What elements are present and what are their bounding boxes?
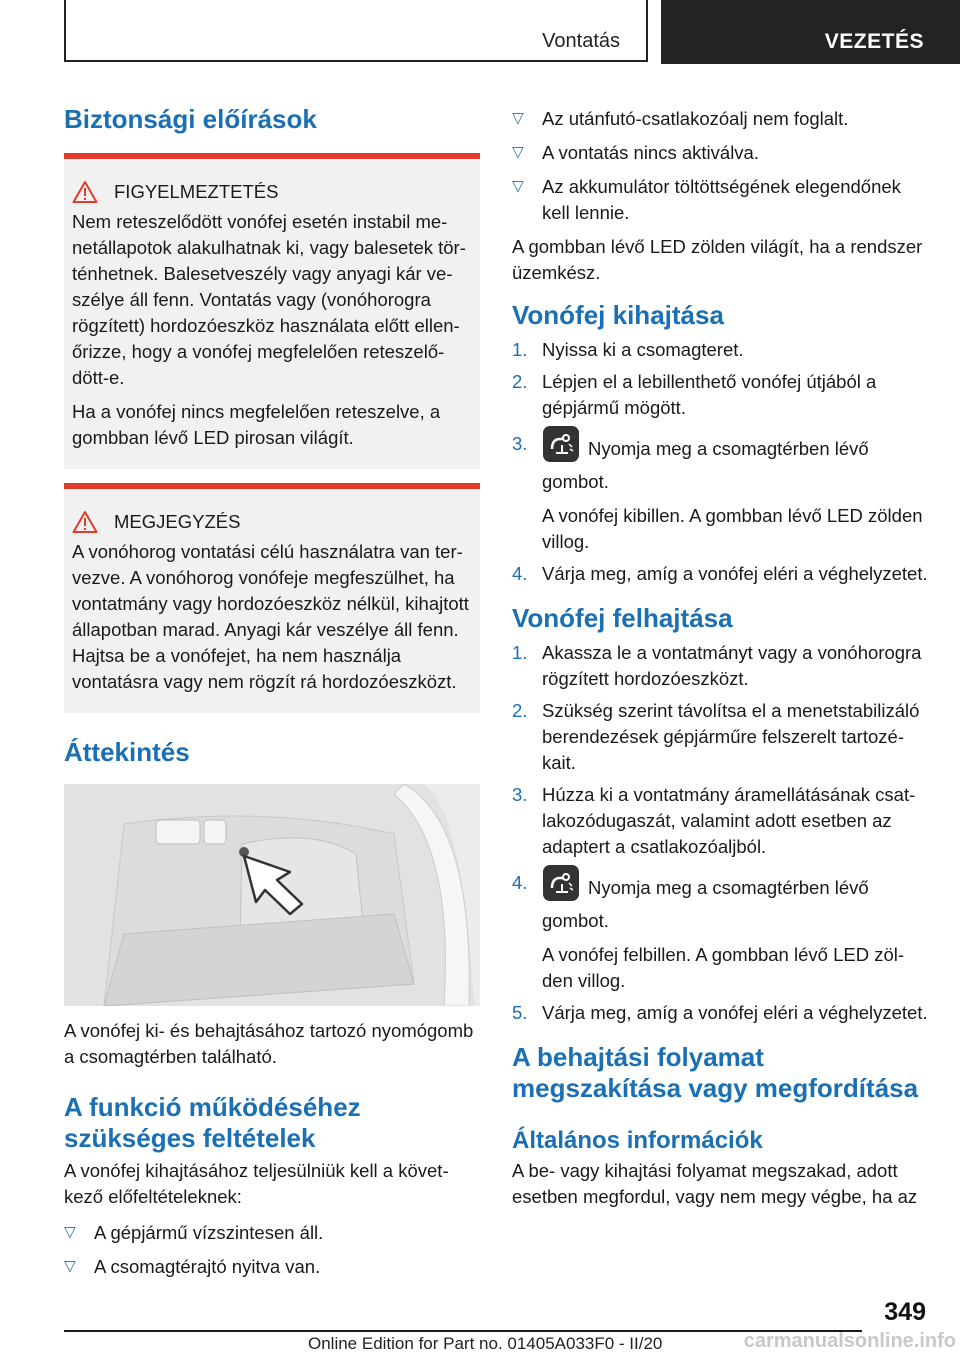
section-title: Vontatás (542, 30, 620, 52)
trunk-button-illustration (64, 784, 480, 1006)
overview-caption: A vonófej ki- és behajtásához tartozó nyomógomb a csomagtérben található. (64, 1020, 474, 1067)
list-item: ▷ A gépjármű vízszintesen áll. (64, 1220, 480, 1246)
extend-heading: Vonófej kihajtása (512, 300, 724, 330)
chapter-title: VEZETÉS (824, 30, 924, 53)
right-column (512, 106, 928, 1210)
note-box (64, 483, 480, 713)
page-header (64, 0, 960, 64)
step-item: 2. Szükség szerint távolítsa el a menetstabilizáló berendezések gépjárműre felszerelt tartozékait. (512, 700, 920, 773)
list-item: ▷ A csomagtérajtó nyitva van. (64, 1254, 480, 1280)
left-column (64, 96, 480, 1288)
requirements-list-right (512, 106, 928, 226)
tow-hitch-button-icon (542, 864, 580, 902)
step-item: 5. Várja meg, amíg a vonófej eléri a véghelyzetet. (512, 1002, 928, 1023)
watermark: carmanualsonline.info (743, 1330, 956, 1352)
step-result: A vonófej kibillen. A gombban lévő LED zölden villog. (542, 505, 923, 552)
retract-steps (512, 640, 928, 1026)
step-item: 3. Húzza ki a vontatmány áramellátásának csatlakozódugaszát, valamint adott esetben az adaptert a csatlakozóaljból. (512, 784, 916, 857)
list-item: ▷ A vontatás nincs aktiválva. (512, 140, 928, 166)
general-heading: Általános információk (512, 1127, 763, 1154)
warning-text-1: Nem reteszelődött vonófej esetén instabil menetállapotok alakulhatnak ki, vagy balesetek történhetnek. Balesetveszély vagy anyagi kár veszélye áll fenn. Vontatás vagy (vonóhorogra rögzített) hordozóeszköz használata előtt ellenőrizze, hogy a vonófej megfelelően reteszelődött-e. (72, 211, 466, 388)
edition-text: Online Edition for Part no. 01405A033F0 - II/20 (308, 1334, 663, 1353)
general-text: A be- vagy kihajtási folyamat megszakad, adott esetben megfordul, vagy nem megy végbe, ha az (512, 1160, 918, 1207)
step-item: 1. Akassza le a vontatmányt vagy a vonóhorogra rögzített hordozóeszközt. (512, 642, 922, 689)
requirements-heading: A funkció működéséhez szükséges feltételek (64, 1092, 361, 1153)
warning-label: FIGYELMEZTETÉS (114, 181, 279, 202)
footer-divider (64, 1330, 862, 1332)
step-item: 4. Nyomja meg a csomagtérben lévő gombot. A vonófej felbillen. A gombban lévő LED zölden villog. (512, 870, 928, 994)
retract-heading: Vonófej felhajtása (512, 603, 733, 633)
warning-triangle-icon (72, 510, 98, 534)
requirements-intro: A vonófej kihajtásához teljesülniük kell a következő előfeltételeknek: (64, 1160, 449, 1207)
extend-steps (512, 337, 928, 587)
led-ready-text: A gombban lévő LED zölden világít, ha a rendszer üzemkész. (512, 236, 923, 283)
warning-triangle-icon (72, 180, 98, 204)
chapter-tab (661, 0, 960, 64)
warning-title (72, 179, 472, 205)
list-item: ▷ Az akkumulátor töltöttségének elegendőnek kell lennie. (512, 174, 928, 226)
trunk-photo (64, 784, 480, 1006)
note-text: A vonóhorog vontatási célú használatra van tervezve. A vonóhorog vonófeje megfeszülhet, ha vontatmány vagy hordozóeszköz nélkül, kihajtott állapotban marad. Anyagi kár veszélye áll fenn. Hajtsa be a vonófejet, ha nem használja vontatásra vagy nem rögzít rá hordozóeszközt. (72, 541, 469, 692)
step-result: A vonófej felbillen. A gombban lévő LED zölden villog. (542, 944, 905, 991)
page-number: 349 (884, 1298, 926, 1326)
step-item: 4. Várja meg, amíg a vonófej eléri a véghelyzetet. (512, 563, 928, 584)
step-item: 2. Lépjen el a lebillenthető vonófej útjából a gépjármű mögött. (512, 371, 877, 418)
overview-heading: Áttekintés (64, 737, 190, 767)
abort-heading: A behajtási folyamat megszakítása vagy megfordítása (512, 1042, 919, 1103)
step-item: 1. Nyissa ki a csomagteret. (512, 339, 744, 360)
list-item: ▷ Az utánfutó-csatlakozóalj nem foglalt. (512, 106, 928, 132)
tow-hitch-button-icon (542, 425, 580, 463)
warning-text-2: Ha a vonófej nincs megfelelően reteszelve, a gombban lévő LED pirosan világít. (72, 401, 441, 448)
requirements-list-left (64, 1220, 480, 1280)
note-label: MEGJEGYZÉS (114, 511, 241, 532)
note-title (72, 509, 472, 535)
warning-box (64, 153, 480, 469)
safety-heading: Biztonsági előírások (64, 104, 317, 134)
step-item: 3. Nyomja meg a csomagtérben lévő gombot. A vonófej kibillen. A gombban lévő LED zölden villog. (512, 431, 928, 555)
